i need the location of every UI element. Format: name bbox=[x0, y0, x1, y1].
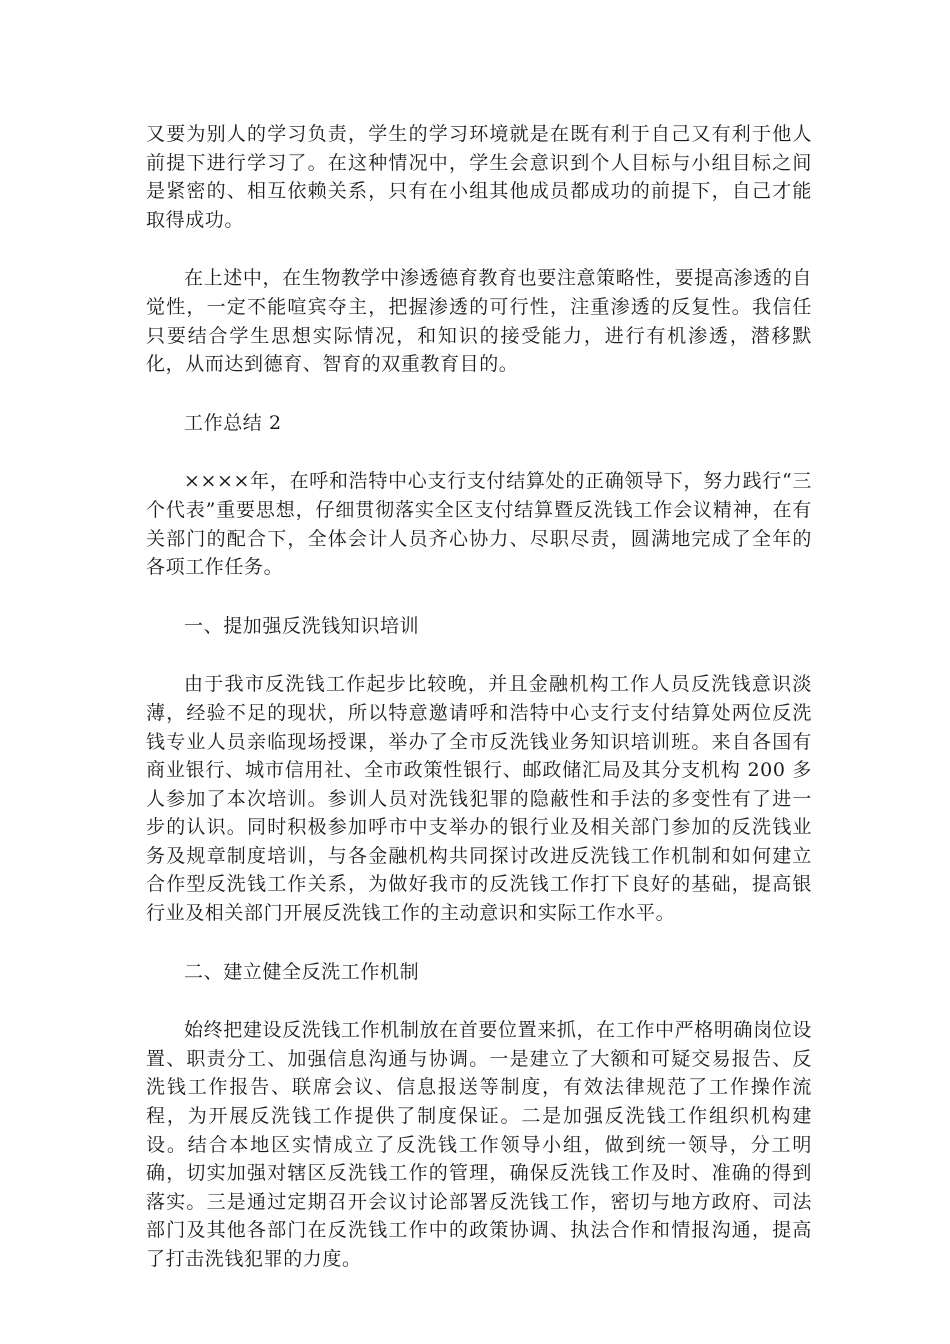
document-body bbox=[146, 120, 812, 1304]
paragraph-moral-education: 在上述中，在生物教学中渗透德育教育也要注意策略性，要提高渗透的自觉性，一定不能喧宾夺主，把握渗透的可行性，注重渗透的反复性。我信任只要结合学生思想实际情况，和知识的接受能力，进行有机渗透，潜移默化，从而达到德育、智育的双重教育目的。 bbox=[146, 267, 812, 376]
heading-training: 一、提加强反洗钱知识培训 bbox=[184, 614, 420, 637]
paragraph-intro: ××××年，在呼和浩特中心支行支付结算处的正确领导下，努力践行“三个代表”重要思想，仔细贯彻落实全区支付结算暨反洗钱工作会议精神，在有关部门的配合下，全体会计人员齐心协力、尽职尽责，圆满地完成了全年的各项工作任务。 bbox=[146, 470, 812, 579]
heading-mechanism: 二、建立健全反洗工作机制 bbox=[184, 960, 420, 983]
paragraph-continued: 又要为别人的学习负责，学生的学习环境就是在既有利于自己又有利于他人前提下进行学习了。在这种情况中，学生会意识到个人目标与小组目标之间是紧密的、相互依赖关系，只有在小组其他成员都成功的前提下，自己才能取得成功。 bbox=[146, 123, 812, 231]
paragraph-training: 由于我市反洗钱工作起步比较晚，并且金融机构工作人员反洗钱意识淡薄，经验不足的现状，所以特意邀请呼和浩特中心支行支付结算处两位反洗钱专业人员亲临现场授课，举办了全市反洗钱业务知识培训班。来自各国有商业银行、城市信用社、全市政策性银行、邮政储汇局及其分支机构 200 多人参加了本次培训。参训人员对洗钱犯罪的隐蔽性和手法的多变性有了进一步的认识。同时积极参加呼市中支举办的银行业及相关部门参加的反洗钱业务及规章制度培训，与各金融机构共同探讨改进反洗钱工作机制和如何建立合作型反洗钱工作关系，为做好我市的反洗钱工作打下良好的基础，提高银行业及相关部门开展反洗钱工作的主动意识和实际工作水平。 bbox=[146, 673, 812, 925]
section-title-work-summary-2: 工作总结 2 bbox=[184, 411, 282, 434]
paragraph-mechanism: 始终把建设反洗钱工作机制放在首要位置来抓，在工作中严格明确岗位设置、职责分工、加强信息沟通与协调。一是建立了大额和可疑交易报告、反洗钱工作报告、联席会议、信息报送等制度，有效法律规范了工作操作流程，为开展反洗钱工作提供了制度保证。二是加强反洗钱工作组织机构建设。结合本地区实情成立了反洗钱工作领导小组，做到统一领导，分工明确，切实加强对辖区反洗钱工作的管理，确保反洗钱工作及时、准确的得到落实。三是通过定期召开会议讨论部署反洗钱工作，密切与地方政府、司法部门及其他各部门在反洗钱工作中的政策协调、执法合作和情报沟通，提高了打击洗钱犯罪的力度。 bbox=[146, 1019, 812, 1270]
